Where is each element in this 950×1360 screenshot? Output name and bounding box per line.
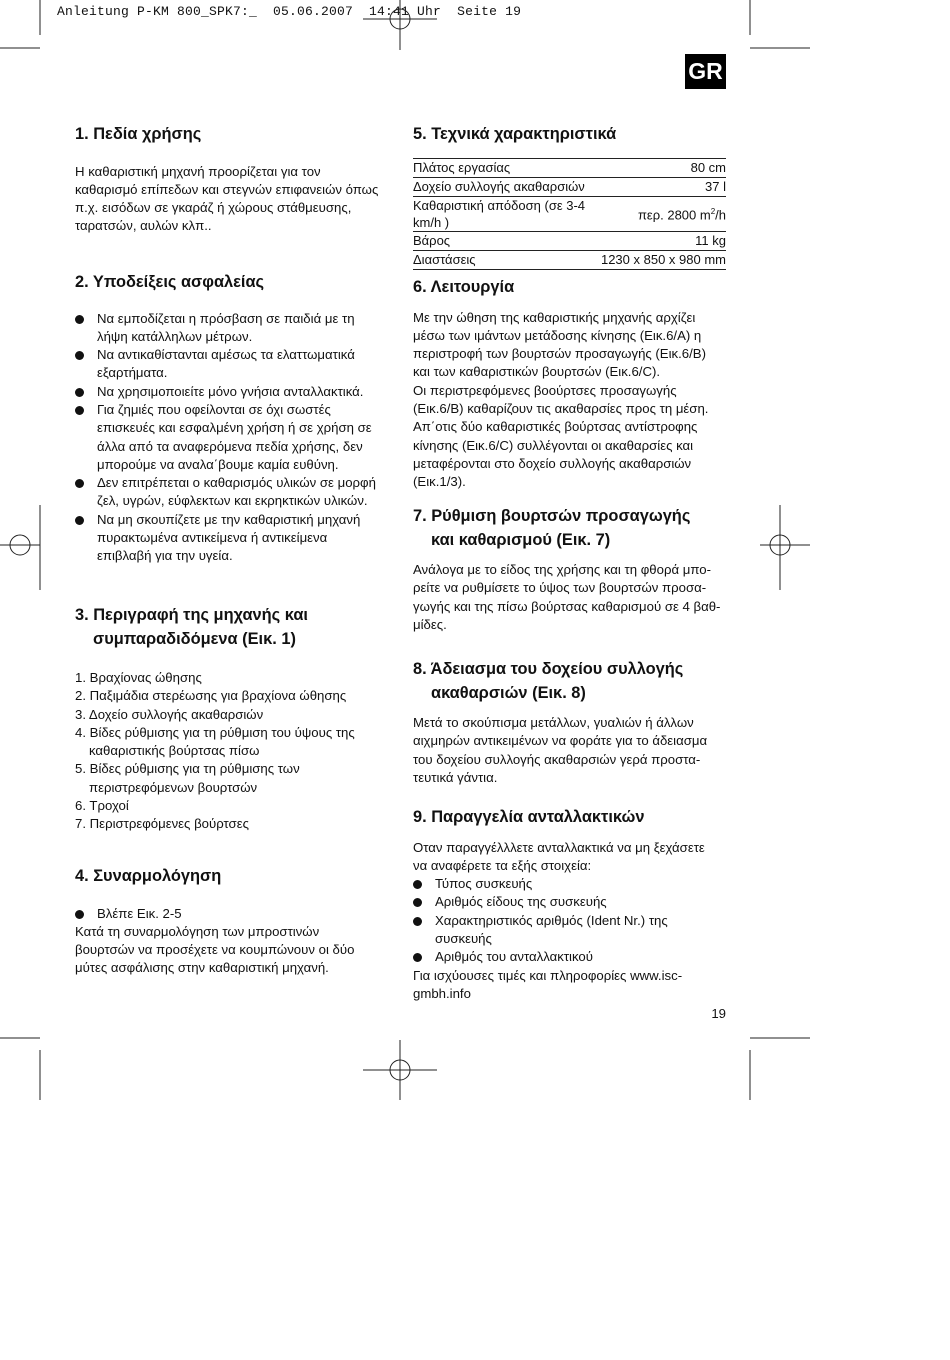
register-mark-right <box>760 505 810 590</box>
list-item-line: Να μη σκουπίζετε με την καθαριστική μηχανή <box>97 511 361 527</box>
emptying-line: Μετά το σκούπισμα μετάλλων, γυαλιών ή άλλων <box>413 715 694 730</box>
page-number: 19 <box>711 1006 726 1021</box>
list-item-line: 4. Βίδες ρύθμισης για τη ρύθμιση του ύψους της <box>75 724 355 740</box>
list-item-line: Να αντικαθίστανται αμέσως τα ελαττωματικά <box>97 347 355 363</box>
spec-value: 1230 x 850 x 980 mm <box>600 252 726 267</box>
spec-value <box>601 196 726 231</box>
emptying-line: του δοχείου συλλογής ακαθαρσιών γερά προστα- <box>413 751 701 767</box>
section-title-line: συμπαραδιδόμενα (Εικ. 1) <box>93 629 296 648</box>
usage-line: Η καθαριστική μηχανή προορίζεται για τον <box>75 163 321 179</box>
list-item <box>75 687 385 705</box>
operation-line: περιστροφή των βουρτσών προσαγωγής (Εικ.6/B) <box>413 346 706 362</box>
list-item <box>75 815 385 833</box>
section-title: 1. Πεδία χρήσης <box>75 125 202 143</box>
section-title-line: ακαθαρσιών (Εικ. 8) <box>431 683 586 702</box>
assembly-line: μύτες ασφάλισης στην καθαριστική μηχανή. <box>75 960 329 976</box>
print-header: Anleitung P-KM 800_SPK7:_ 05.06.2007 14:41 Uhr Seite 19 <box>57 4 522 19</box>
section-brush-adjust <box>413 505 726 634</box>
operation-line: Απ΄οτις δύο καθαριστικές βούρτσας αντίστροφης <box>413 419 698 435</box>
spec-label: Καθαριστική απόδοση (σε 3-4 km/h ) <box>413 196 601 231</box>
table-row <box>413 231 726 250</box>
register-mark-bottom <box>363 1040 437 1100</box>
list-item-line: καθαριστικής βούρτσας πίσω <box>89 743 260 759</box>
table-row <box>413 250 726 269</box>
list-item <box>413 948 726 966</box>
operation-line: (Εικ.1/3). <box>413 474 466 490</box>
list-item <box>75 401 385 474</box>
list-item <box>413 893 726 911</box>
list-item <box>75 474 385 511</box>
list-item-line: πυρακτωμένα αντικείμενα ή αντικείμενα <box>97 530 328 546</box>
assembly-line: βουρτσών να προσέχετε να κουμπώνουν οι δύο <box>75 942 355 958</box>
section-title: 2. Υποδείξεις ασφαλείας <box>75 273 265 291</box>
list-item-line: εξαρτήματα. <box>97 365 168 381</box>
list-item <box>75 511 385 566</box>
section-title-line: 7. Ρύθμιση βουρτσών προσαγωγής <box>413 507 691 525</box>
list-item-line: Τύπος συσκευής <box>435 876 533 892</box>
list-item <box>75 706 385 724</box>
list-item-line: επιβλαβή για την υγεία. <box>97 548 233 564</box>
emptying-line: αιχμηρών αντικειμένων να φοράτε για το άδειασμα <box>413 733 708 749</box>
section-title <box>413 658 726 705</box>
assembly-list <box>75 905 385 923</box>
list-item <box>75 669 385 687</box>
language-badge: GR <box>685 54 726 89</box>
operation-line: κίνησης (Εικ.6/C) συλλέγονται οι ακαθαρσίες και <box>413 437 694 453</box>
spec-label: Πλάτος εργασίας <box>413 158 601 177</box>
list-item <box>75 724 385 761</box>
section-title: 9. Παραγγελία ανταλλακτικών <box>413 808 645 826</box>
section-emptying <box>413 658 726 787</box>
list-item-line: 6. Τροχοί <box>75 798 129 814</box>
section-usage <box>75 123 385 236</box>
section-description <box>75 604 385 834</box>
emptying-line: τευτικά γάντια. <box>413 769 498 785</box>
spec-value-sup: 2 <box>710 207 716 217</box>
list-item <box>75 760 385 797</box>
assembly-line: Κατά τη συναρμολόγηση των μπροστινών <box>75 923 320 939</box>
operation-line: Οι περιστρεφόμενες βοούρτσες προσαγωγής <box>413 382 677 398</box>
list-item-line: συσκευής <box>435 930 492 946</box>
list-item-line: 7. Περιστρεφόμενες βούρτσες <box>75 816 249 832</box>
section-title-line: 3. Περιγραφή της μηχανής και <box>75 606 308 624</box>
list-item-line: Για ζημιές που οφείλονται σε όχι σωστές <box>97 401 331 417</box>
spare-parts-list <box>413 875 726 966</box>
spec-label: Διαστάσεις <box>413 250 601 269</box>
list-item-line: άλλα από τα αναφερόμενα πεδία χρήσης, δεν <box>97 438 363 454</box>
brush-line: ρείτε να ρυθμίσετε το ύψος των βουρτσών προσα- <box>413 580 707 596</box>
list-item-line: Δεν επιτρέπεται ο καθαρισμός υλικών σε μορφή <box>97 475 376 491</box>
section-technical <box>413 123 726 270</box>
list-item-line: Αριθμός είδους της συσκευής <box>435 894 607 910</box>
list-item-line: 1. Βραχίονας ώθησης <box>75 670 202 685</box>
operation-line: και των καθαριστικών βουρτσών (Εικ.6/C). <box>413 364 661 380</box>
section-operation <box>413 276 726 491</box>
list-item-line: Να χρησιμοποιείτε μόνο γνήσια ανταλλακτικά. <box>97 383 364 399</box>
section-title: 5. Τεχνικά χαρακτηριστικά <box>413 125 617 143</box>
section-title <box>413 505 726 552</box>
list-item <box>413 875 726 893</box>
spec-value-part: περ. 2800 m <box>637 207 711 223</box>
operation-line: Με την ώθηση της καθαριστικής μηχανής αρχίζει <box>413 309 696 325</box>
list-item <box>75 346 385 383</box>
spec-value: 37 l <box>601 177 726 196</box>
list-item <box>75 310 385 347</box>
list-item-line: 5. Βίδες ρύθμισης για τη ρύθμισης των <box>75 761 300 777</box>
operation-line: μεταφέρονται στο δοχείο συλλογής ακαθαρσιών <box>413 455 692 471</box>
spec-label: Δοχείο συλλογής ακαθαρσιών <box>413 177 601 196</box>
spec-value: 11 kg <box>601 231 726 250</box>
operation-line: μέσω των ιμάντων μετάδοσης κίνησης (Εικ.6/A) η <box>413 327 702 343</box>
parts-list <box>75 669 385 834</box>
section-title-line: και καθαρισμού (Εικ. 7) <box>431 530 611 549</box>
spec-label: Βάρος <box>413 231 601 250</box>
spec-table <box>413 158 726 270</box>
section-safety <box>75 271 385 566</box>
spare-intro-line: Οταν παραγγέλλλετε ανταλλακτικά να μη ξεχάσετε <box>413 839 705 855</box>
section-title: 4. Συναρμολόγηση <box>75 867 222 885</box>
register-mark-top <box>363 0 437 50</box>
spare-outro-line: Για ισχύουσες τιμές και πληροφορίες www.isc- <box>413 967 683 983</box>
spec-value: 80 cm <box>601 158 726 177</box>
list-item-line: επισκευές και εσφαλμένη χρήση ή σε χρήση σε <box>97 420 372 436</box>
table-row <box>413 158 726 177</box>
register-mark-left <box>0 505 40 590</box>
list-item: Βλέπε Εικ. 2-5 <box>75 905 385 923</box>
list-item-line: 3. Δοχείο συλλογής ακαθαρσιών <box>75 706 264 722</box>
brush-line: μίδες. <box>413 616 447 632</box>
list-item-line: λήψη κατάλληλων μέτρων. <box>97 328 253 344</box>
usage-line: π.χ. εισόδων σε γκαράζ ή χώρους στάθμευσης, <box>75 200 352 216</box>
usage-line: ταρατσών, αυλών κλπ.. <box>75 218 212 234</box>
list-item-line: μπορούμε να αναλα΄βουμε καμία ευθύνη. <box>97 456 339 472</box>
table-row <box>413 196 726 231</box>
list-item <box>413 912 726 949</box>
list-item-line: Χαρακτηριστικός αριθμός (Ident Nr.) της <box>435 912 668 928</box>
list-item <box>75 797 385 815</box>
section-title-line: 8. Άδειασμα του δοχείου συλλογής <box>413 660 684 678</box>
section-title <box>75 604 385 651</box>
operation-line: (Εικ.6/B) καθαρίζουν τις ακαθαρσίες προς τη μέση. <box>413 400 709 416</box>
list-item-line: Να εμποδίζεται η πρόσβαση σε παιδιά με τη <box>97 310 355 326</box>
brush-line: γωγής και της πίσω βούρτσας καθαρισμού σε 4 βαθ- <box>413 598 721 614</box>
spare-intro-line: να αναφέρετε τα εξής στοιχεία: <box>413 857 592 873</box>
section-spare-parts <box>413 806 726 1003</box>
list-item <box>75 383 385 401</box>
brush-line: Ανάλογα με το είδος της χρήσης και τη φθορά μπο- <box>413 562 711 577</box>
list-item-line: Αριθμός του ανταλλακτικού <box>435 949 593 965</box>
list-item-line: περιστρεφόμενων βουρτσών <box>89 779 258 795</box>
spare-outro-line: gmbh.info <box>413 985 471 1001</box>
spec-value-part: /h <box>715 207 726 223</box>
section-title: 6. Λειτουργία <box>413 278 515 296</box>
section-assembly <box>75 865 385 978</box>
list-item-line: 2. Παξιμάδια στερέωσης για βραχίονα ώθησης <box>75 688 347 704</box>
list-item-line: ζελ, υγρών, εύφλεκτων και εκρηκτικών υλικών. <box>97 493 368 509</box>
usage-line: καθαρισμό επίπεδων και στεγνών επιφανειών όπως <box>75 181 379 197</box>
safety-list <box>75 310 385 566</box>
table-row <box>413 177 726 196</box>
